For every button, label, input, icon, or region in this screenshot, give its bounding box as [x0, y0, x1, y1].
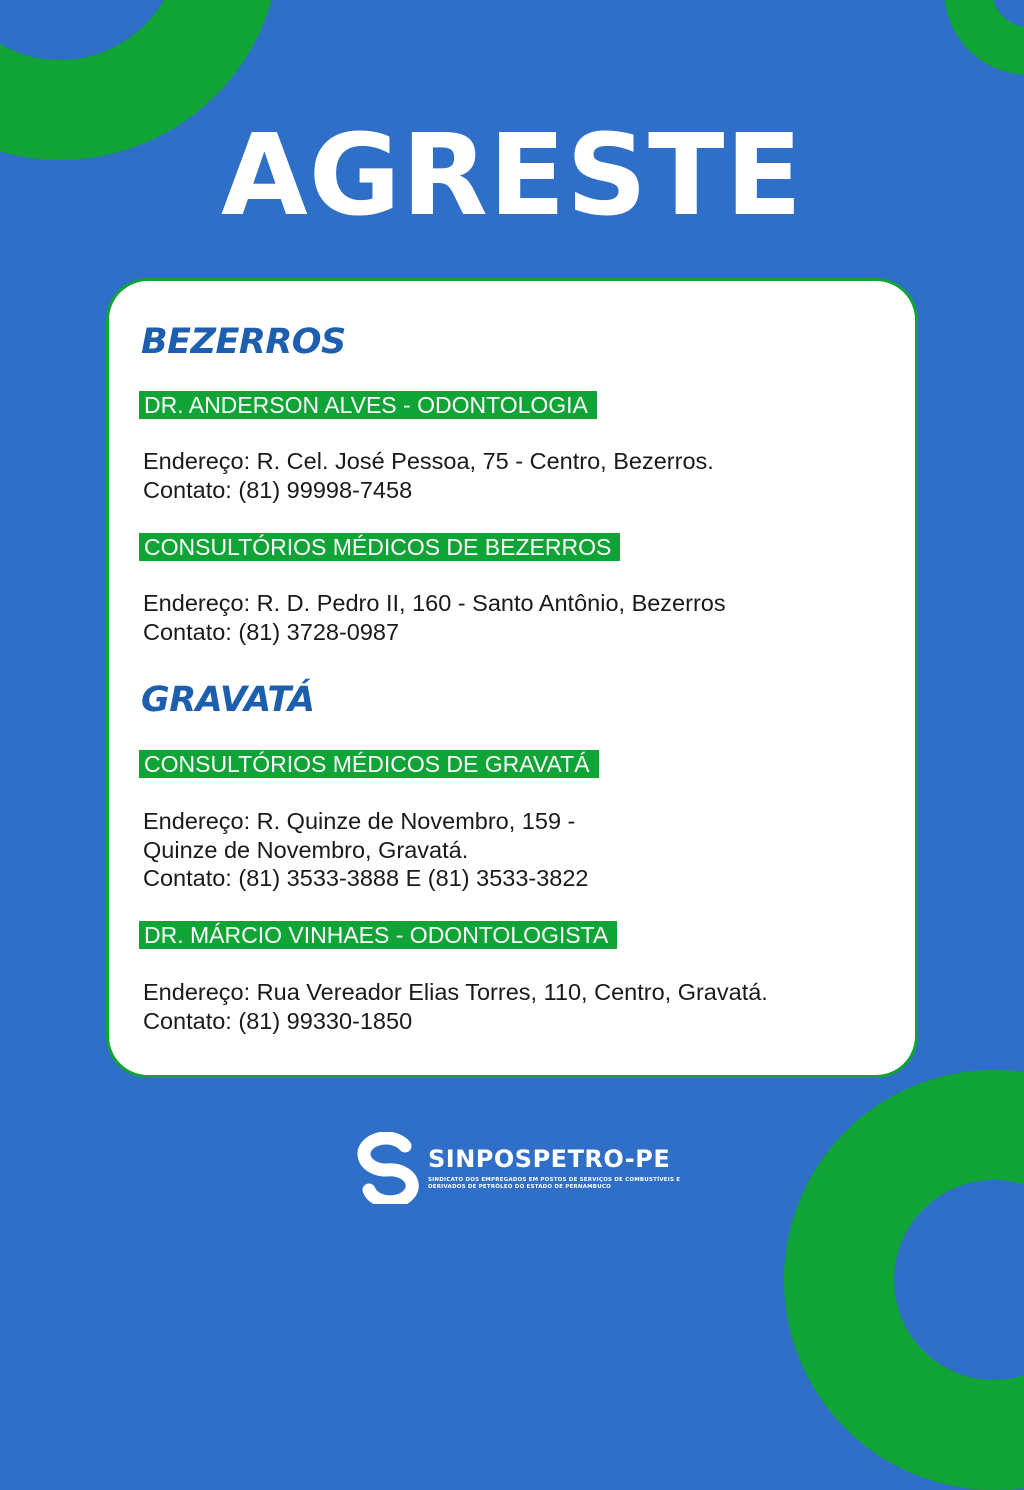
provider-contact: Contato: (81) 99330-1850	[143, 1007, 413, 1034]
decorative-ring-bottom-right	[784, 1070, 1024, 1490]
provider-badge: DR. MÁRCIO VINHAES - ODONTOLOGISTA	[139, 921, 617, 949]
provider-contact: Contato: (81) 3533-3888 E (81) 3533-3822	[143, 865, 589, 891]
brand-name: SINPOSPETRO-PE	[428, 1145, 671, 1173]
city-heading-bezerros: BEZERROS	[141, 322, 346, 362]
provider-badge: DR. ANDERSON ALVES - ODONTOLOGIA	[139, 391, 597, 419]
provider-badge: CONSULTÓRIOS MÉDICOS DE BEZERROS	[139, 533, 620, 561]
provider-address: Endereço: R. D. Pedro II, 160 - Santo Antônio, Bezerros	[143, 590, 726, 616]
footer-logo	[355, 1132, 685, 1204]
s-logo-icon	[355, 1132, 419, 1204]
provider-address: Endereço: Rua Vereador Elias Torres, 110, Centro, Gravatá.	[143, 979, 768, 1005]
directory-card	[106, 278, 918, 1078]
provider-contact: Contato: (81) 3728-0987	[143, 618, 400, 645]
decorative-ring-top-right	[944, 0, 1024, 75]
provider-address: Quinze de Novembro, Gravatá.	[143, 836, 469, 863]
provider-badge: CONSULTÓRIOS MÉDICOS DE GRAVATÁ	[139, 750, 599, 778]
provider-info	[143, 589, 726, 646]
city-heading-gravata: GRAVATÁ	[141, 680, 315, 720]
provider-info	[143, 978, 768, 1035]
provider-address: Endereço: R. Quinze de Novembro, 159 -	[143, 808, 576, 834]
provider-info	[143, 807, 589, 893]
provider-address: Endereço: R. Cel. José Pessoa, 75 - Centro, Bezerros.	[143, 448, 714, 474]
provider-info	[143, 447, 714, 504]
brand-subtitle: SINDICATO DOS EMPREGADOS EM POSTOS DE SERVIÇOS DE COMBUSTÍVEIS E DERIVADOS DE PETRÓLEO DO ESTADO DE PERNAMBUCO	[428, 1177, 681, 1190]
provider-contact: Contato: (81) 99998-7458	[143, 476, 413, 503]
page-title: AGRESTE	[221, 111, 803, 241]
